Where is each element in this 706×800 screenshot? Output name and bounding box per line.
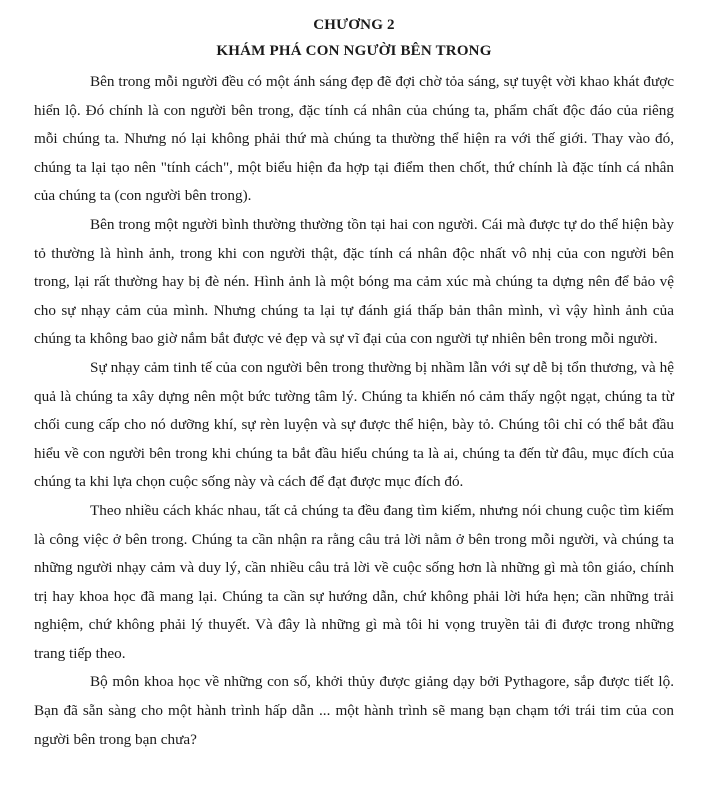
paragraph-5: Bộ môn khoa học về những con số, khởi thủy được giảng dạy bởi Pythagore, sắp được tiết lộ. Bạn đã sẵn sàng cho một hành trình hấp dẫn ... một hành trình sẽ mang bạn chạm tới trái tim của con người bên trong bạn chưa? [34,673,674,748]
paragraph-3: Sự nhạy cảm tinh tế của con người bên trong thường bị nhầm lẫn với sự dễ bị tổn thương, và hệ quả là chúng ta xây dựng nên một bức tường tâm lý. Chúng ta khiến nó cảm thấy ngột ngạt, chúng ta từ chối cung cấp cho nó dưỡng khí, sự rèn luyện và sự được thể hiện, bày tỏ. Chúng tôi chỉ có thể bắt đầu hiểu về con người bên trong khi chúng ta bắt đầu hiểu chúng ta là ai, chúng ta đến từ đâu, mục đích của chúng ta khi lựa chọn cuộc sống này và cách để đạt được mục đích đó. [34,358,674,491]
paragraph-1: Bên trong mỗi người đều có một ánh sáng đẹp đẽ đợi chờ tỏa sáng, sự tuyệt vời khao khát được hiển lộ. Đó chính là con người bên trong, đặc tính cá nhân của chúng ta, phẩm chất độc đáo của riêng mỗi chúng ta. Nhưng nó lại không phải thứ mà chúng ta thường thể hiện ra với thế giới. Thay vào đó, chúng ta lại tạo nên "tính cách", một biểu hiện đa hợp tại điểm then chốt, thứ chính là đặc tính cá nhân của chúng ta (con người bên trong). [34,73,674,205]
paragraph-2: Bên trong một người bình thường thường tồn tại hai con người. Cái mà được tự do thể hiện bày tỏ thường là hình ảnh, trong khi con người thật, đặc tính cá nhân độc nhất vô nhị của con người bên trong, lại rất thường hay bị đè nén. Hình ảnh là một bóng ma cảm xúc mà chúng ta dựng nên để bảo vệ cho sự nhạy cảm của mình. Nhưng chúng ta lại tự đánh giá thấp bản thân mình, vì vậy hình ảnh của chúng ta không bao giờ nắm bắt được vẻ đẹp và sự vĩ đại của con người tự nhiên bên trong mỗi người. [34,215,674,348]
chapter-title: KHÁM PHÁ CON NGƯỜI BÊN TRONG [216,43,492,59]
paragraph-4: Theo nhiều cách khác nhau, tất cả chúng ta đều đang tìm kiếm, nhưng nói chung cuộc tìm kiếm là công việc ở bên trong. Chúng ta cần nhận ra rằng câu trả lời nằm ở bên trong mỗi người, và chúng ta những người nhạy cảm và duy lý, cần nhiều câu trả lời về cuộc sống hơn là những gì mà tôn giáo, chính trị hay khoa học đã mang lại. Chúng ta cần sự hướng dẫn, chứ không phải lời hứa hẹn; cần những trải nghiệm, chứ không phải lý thuyết. Và đây là những gì mà tôi hi vọng truyền tải đi được trong những trang tiếp theo. [34,501,674,662]
chapter-number: CHƯƠNG 2 [313,17,395,33]
